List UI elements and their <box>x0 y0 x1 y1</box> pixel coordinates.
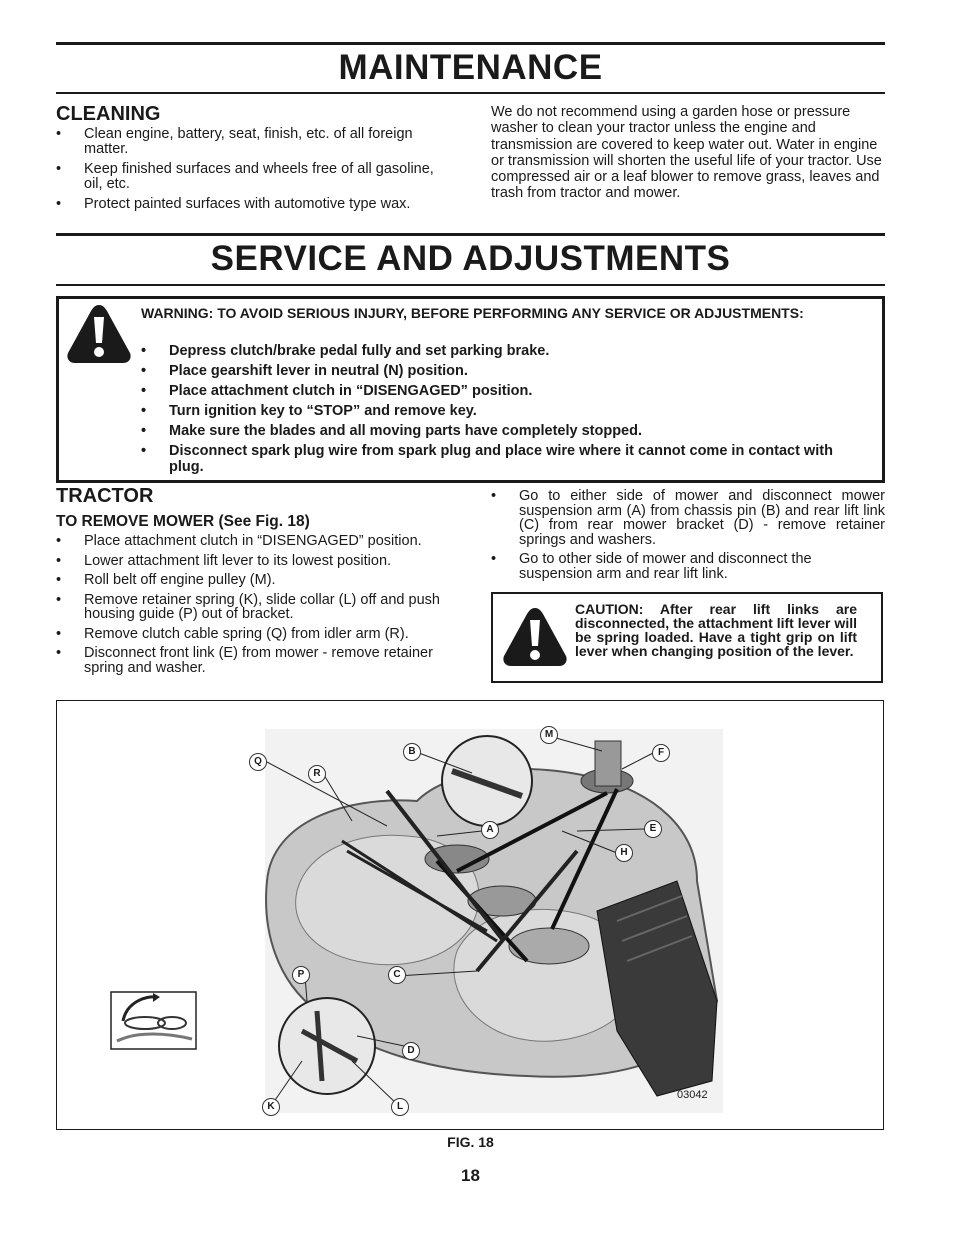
list-item: • Place gearshift lever in neutral (N) position. <box>141 363 851 379</box>
page-number: 18 <box>461 1166 480 1185</box>
callout-label: B <box>403 743 421 761</box>
cleaning-paragraph: We do not recommend using a garden hose or pressure washer to clean your tractor unless the engine and transmission are covered to keep water out. Water in engine or transmission will shorten the useful life of your tractor. Use compressed air or a leaf blower to remove grass, leaves and trash from tractor and mower. <box>491 104 882 202</box>
disconnect-list <box>491 489 885 586</box>
service-top-rule <box>56 233 885 236</box>
callout-label: F <box>652 744 670 762</box>
list-item: • Turn ignition key to “STOP” and remove key. <box>141 403 851 419</box>
callout-label: H <box>615 844 633 862</box>
callout-label: M <box>540 726 558 744</box>
callout-label: Q <box>249 753 267 771</box>
list-item: • Remove clutch cable spring (Q) from idler arm (R). <box>56 627 452 642</box>
figure-18 <box>56 700 884 1130</box>
service-title: SERVICE AND ADJUSTMENTS <box>210 239 731 278</box>
list-item: • Disconnect spark plug wire from spark plug and place wire where it cannot come in contact with plug. <box>141 443 851 475</box>
list-item: • Go to either side of mower and disconnect mower suspension arm (A) from chassis pin (B) and rear lift link (C) from rear mower bracket (D) - remove retainer springs and washers. <box>491 489 885 547</box>
list-item: • Go to other side of mower and disconnect the suspension arm and rear lift link. <box>491 552 885 581</box>
list-item: • Protect painted surfaces with automotive type wax. <box>56 197 452 212</box>
list-item: • Disconnect front link (E) from mower - remove retainer spring and washer. <box>56 646 452 675</box>
callout-label: L <box>391 1098 409 1116</box>
callout-label: D <box>402 1042 420 1060</box>
warning-icon <box>65 303 133 365</box>
mower-deck-illustration <box>57 701 883 1129</box>
list-item: • Place attachment clutch in “DISENGAGED” position. <box>56 534 452 549</box>
caution-box <box>491 592 883 683</box>
caution-text: CAUTION: After rear lift links are disconnected, the attachment lift lever will be spring loaded. Have a tight grip on lift lever when changing position of the lever. <box>575 601 857 659</box>
cleaning-list <box>56 127 452 217</box>
list-item: • Keep finished surfaces and wheels free of all gasoline, oil, etc. <box>56 162 452 192</box>
callout-label: C <box>388 966 406 984</box>
warning-list <box>141 343 851 479</box>
list-item: • Remove retainer spring (K), slide collar (L) off and push housing guide (P) out of bracket. <box>56 593 452 622</box>
maintenance-rule <box>56 92 885 94</box>
list-item: • Depress clutch/brake pedal fully and set parking brake. <box>141 343 851 359</box>
list-item: • Lower attachment lift lever to its lowest position. <box>56 554 452 569</box>
remove-mower-list <box>56 534 452 680</box>
maintenance-title: MAINTENANCE <box>338 48 603 87</box>
tractor-heading: TRACTOR <box>56 485 154 507</box>
callout-label: R <box>308 765 326 783</box>
service-rule <box>56 284 885 286</box>
callout-label: A <box>481 821 499 839</box>
list-item: • Make sure the blades and all moving parts have completely stopped. <box>141 423 851 439</box>
callout-label: K <box>262 1098 280 1116</box>
warning-box <box>56 296 885 483</box>
list-item: • Roll belt off engine pulley (M). <box>56 573 452 588</box>
warning-icon <box>501 606 569 668</box>
callout-label: E <box>644 820 662 838</box>
list-item: • Place attachment clutch in “DISENGAGED” position. <box>141 383 851 399</box>
part-number: 03042 <box>677 1089 708 1101</box>
warning-title: WARNING: TO AVOID SERIOUS INJURY, BEFORE PERFORMING ANY SERVICE OR ADJUSTMENTS: <box>141 305 804 321</box>
callout-label: P <box>292 966 310 984</box>
cleaning-heading: CLEANING <box>56 103 161 125</box>
list-item: • Clean engine, battery, seat, finish, etc. of all foreign matter. <box>56 127 452 157</box>
figure-caption: FIG. 18 <box>447 1134 494 1150</box>
remove-mower-heading: TO REMOVE MOWER (See Fig. 18) <box>56 513 310 530</box>
top-rule <box>56 42 885 45</box>
